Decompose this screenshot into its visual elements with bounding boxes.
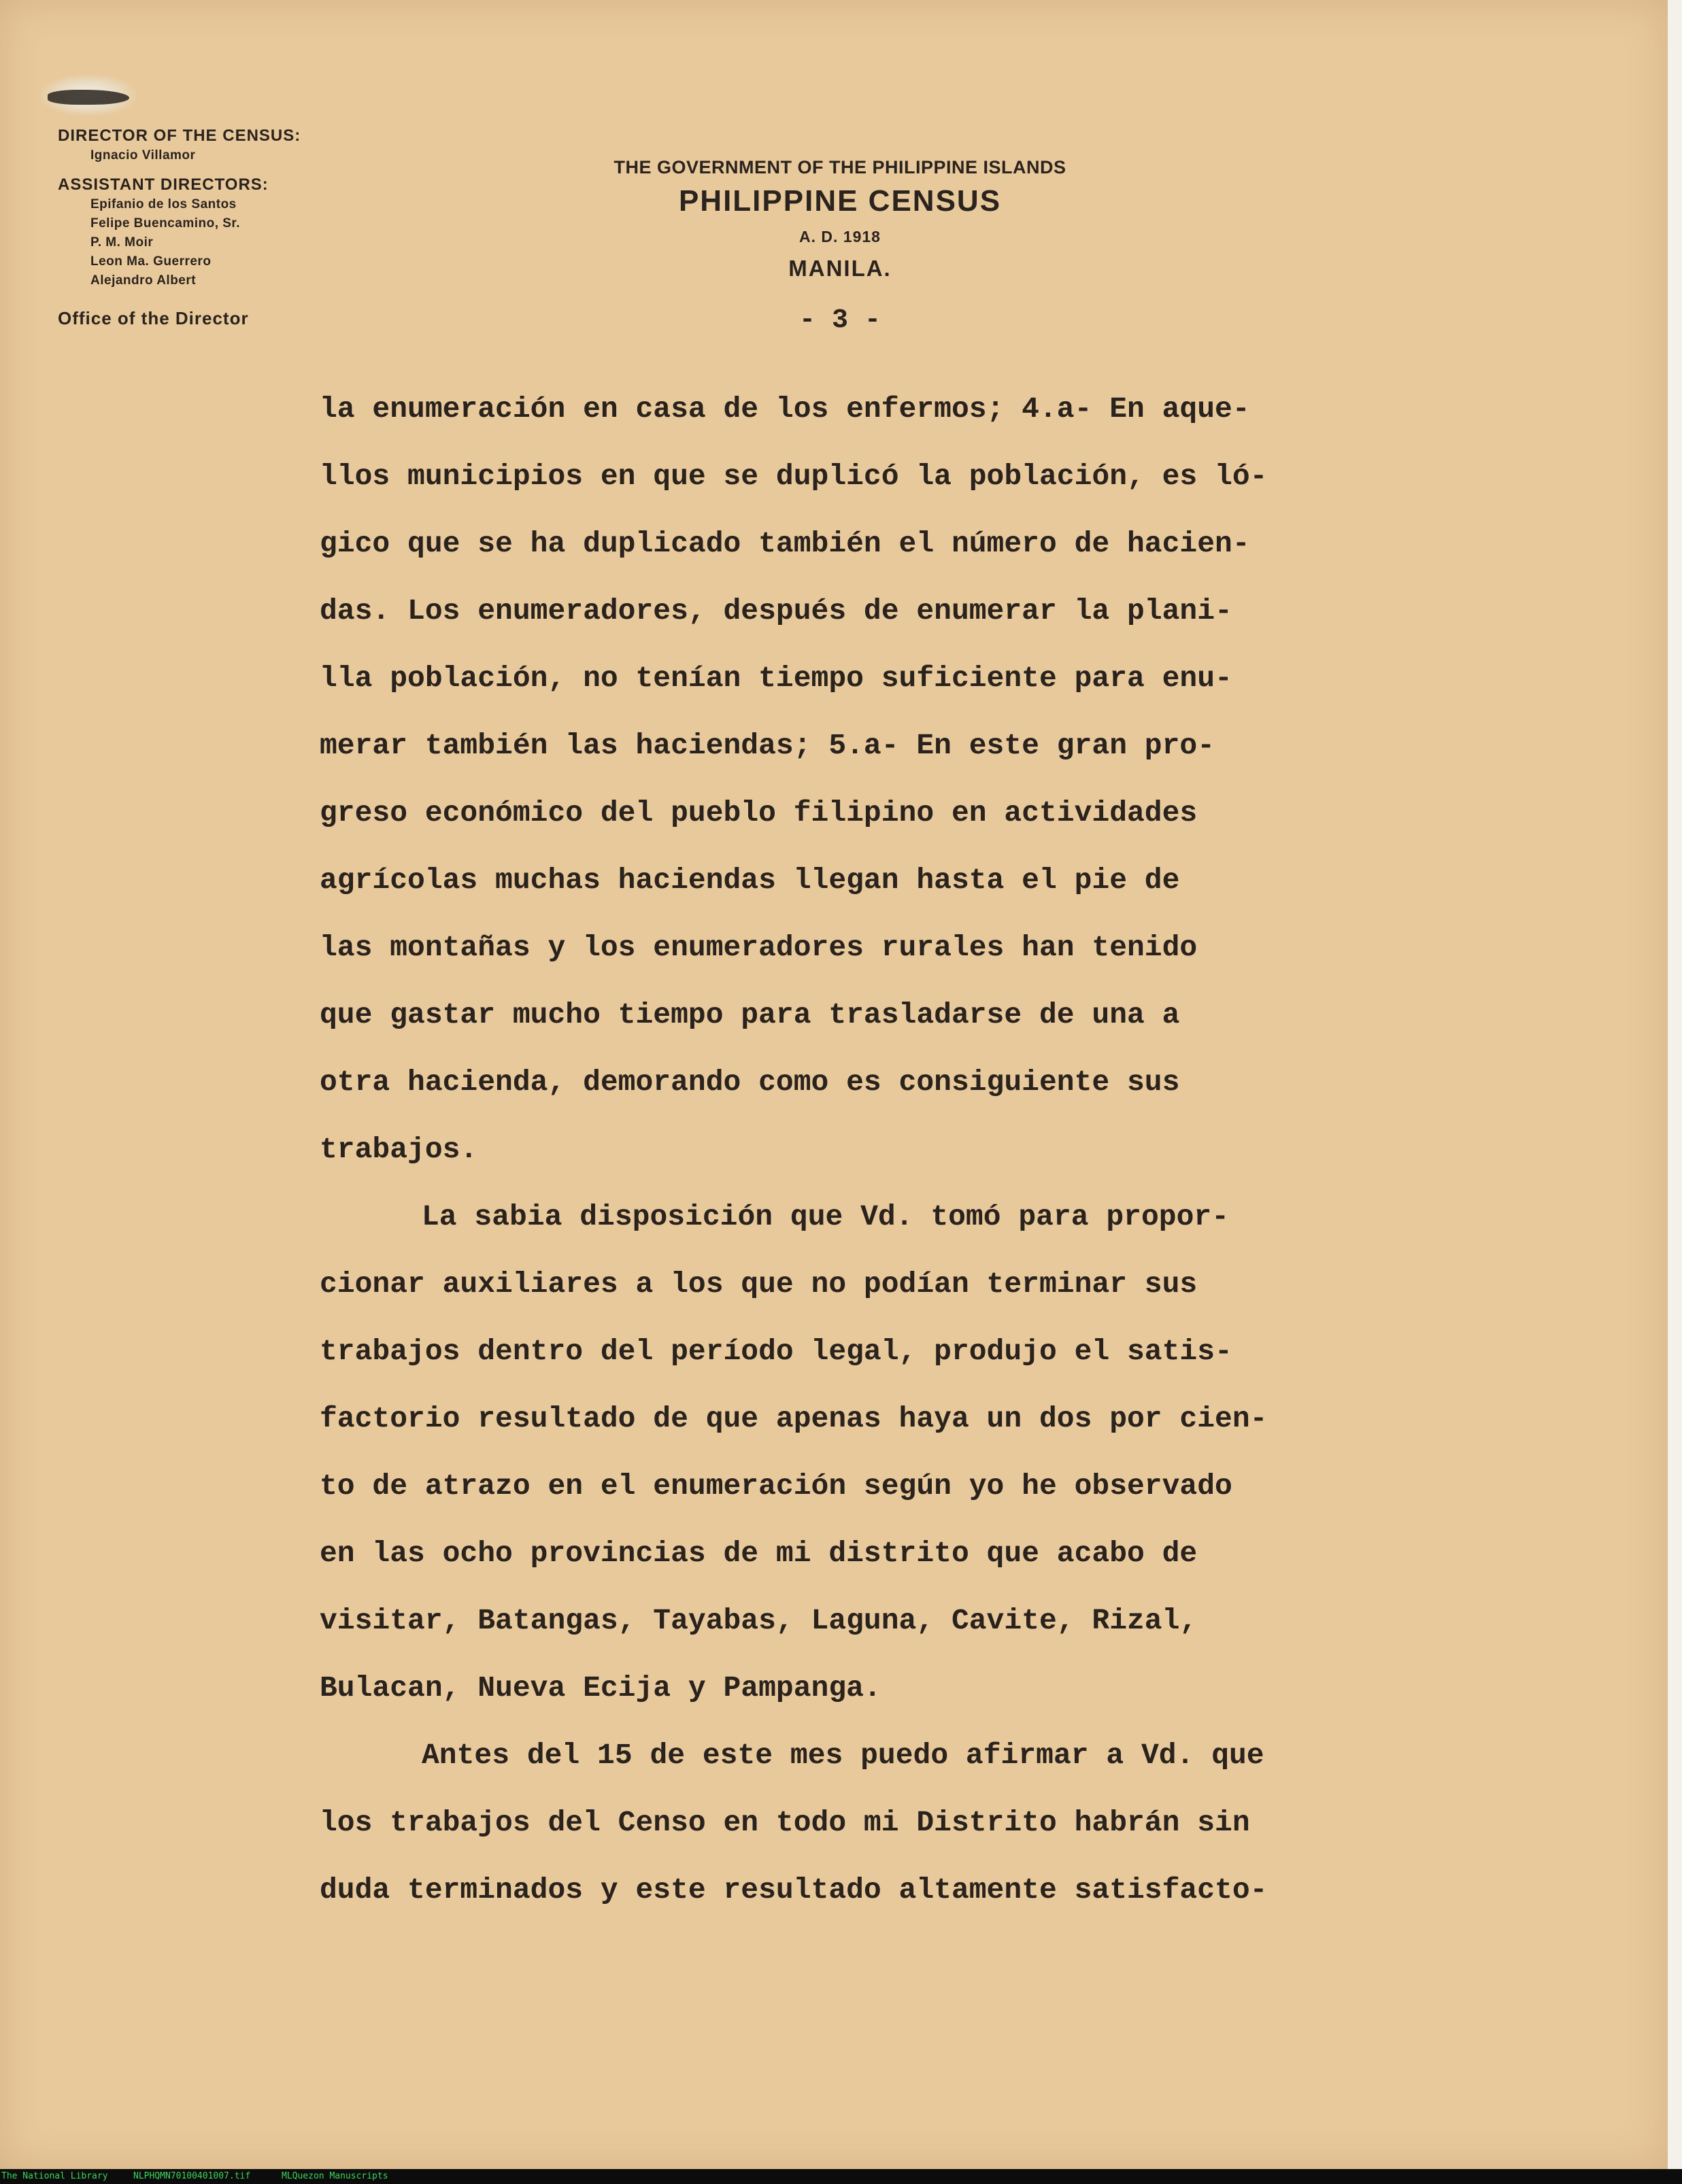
footer-collection: MLQuezon Manuscripts	[282, 2171, 388, 2181]
letterhead-center	[517, 154, 1163, 341]
body-line: trabajos dentro del período legal, produjo el satis-	[320, 1335, 1232, 1368]
body-line: greso económico del pueblo filipino en actividades	[320, 796, 1198, 830]
body-line: trabajos.	[320, 1133, 478, 1166]
body-line: los trabajos del Censo en todo mi Distrito habrán sin	[320, 1806, 1250, 1839]
office-of-director: Office of the Director	[58, 308, 249, 328]
body-line: merar también las haciendas; 5.a- En este gran pro-	[320, 729, 1215, 762]
body-line: agrícolas muchas haciendas llegan hasta el pie de	[320, 864, 1180, 897]
body-line: to de atrazo en el enumeración según yo he observado	[320, 1469, 1232, 1503]
body-line: cionar auxiliares a los que no podían terminar sus	[320, 1267, 1198, 1301]
footer-library: The National Library	[1, 2171, 108, 2181]
body-line: Bulacan, Nueva Ecija y Pampanga.	[320, 1671, 881, 1705]
body-line: lla población, no tenían tiempo suficiente para enu-	[320, 662, 1232, 695]
assistant-name: Leon Ma. Guerrero	[90, 254, 212, 269]
assistant-name: Alejandro Albert	[90, 273, 197, 288]
assistant-name: P. M. Moir	[90, 235, 154, 250]
assistants-title: ASSISTANT DIRECTORS:	[58, 175, 269, 194]
body-line: duda terminados y este resultado altamente satisfacto-	[320, 1873, 1268, 1907]
body-line: Antes del 15 de este mes puedo afirmar a Vd. que	[422, 1739, 1264, 1772]
letterhead-left	[58, 126, 384, 329]
scan-edge	[1668, 0, 1682, 2169]
assistant-name: Felipe Buencamino, Sr.	[90, 216, 241, 231]
census-year: A. D. 1918	[799, 228, 881, 245]
body-line: otra hacienda, demorando como es consiguiente sus	[320, 1065, 1180, 1099]
body-line: en las ocho provincias de mi distrito que acabo de	[320, 1537, 1198, 1570]
footer-file: NLPHQMN70100401007.tif	[133, 2171, 251, 2181]
body-line: gico que se ha duplicado también el número de hacien-	[320, 527, 1250, 560]
paper-tear-hole	[48, 90, 129, 105]
body-line: das. Los enumeradores, después de enumerar la plani-	[320, 594, 1232, 628]
body-line: las montañas y los enumeradores rurales han tenido	[320, 931, 1198, 964]
letter-body	[320, 389, 1490, 1937]
body-line: la enumeración en casa de los enfermos; 4.a- En aque-	[320, 392, 1250, 426]
city-name: MANILA.	[788, 256, 892, 281]
government-title: THE GOVERNMENT OF THE PHILIPPINE ISLANDS	[613, 157, 1066, 177]
director-title: DIRECTOR OF THE CENSUS:	[58, 126, 301, 145]
assistant-name: Epifanio de los Santos	[90, 197, 237, 211]
scan-footer	[0, 2169, 1682, 2184]
census-title: PHILIPPINE CENSUS	[678, 184, 1002, 218]
body-line: visitar, Batangas, Tayabas, Laguna, Cavite, Rizal,	[320, 1604, 1198, 1637]
page-number: - 3 -	[798, 305, 881, 336]
body-line: llos municipios en que se duplicó la población, es ló-	[320, 460, 1268, 493]
director-name: Ignacio Villamor	[90, 148, 196, 163]
body-line: factorio resultado de que apenas haya un dos por cien-	[320, 1402, 1268, 1435]
body-line: que gastar mucho tiempo para trasladarse de una a	[320, 998, 1180, 1031]
body-line: La sabia disposición que Vd. tomó para propor-	[422, 1200, 1229, 1233]
